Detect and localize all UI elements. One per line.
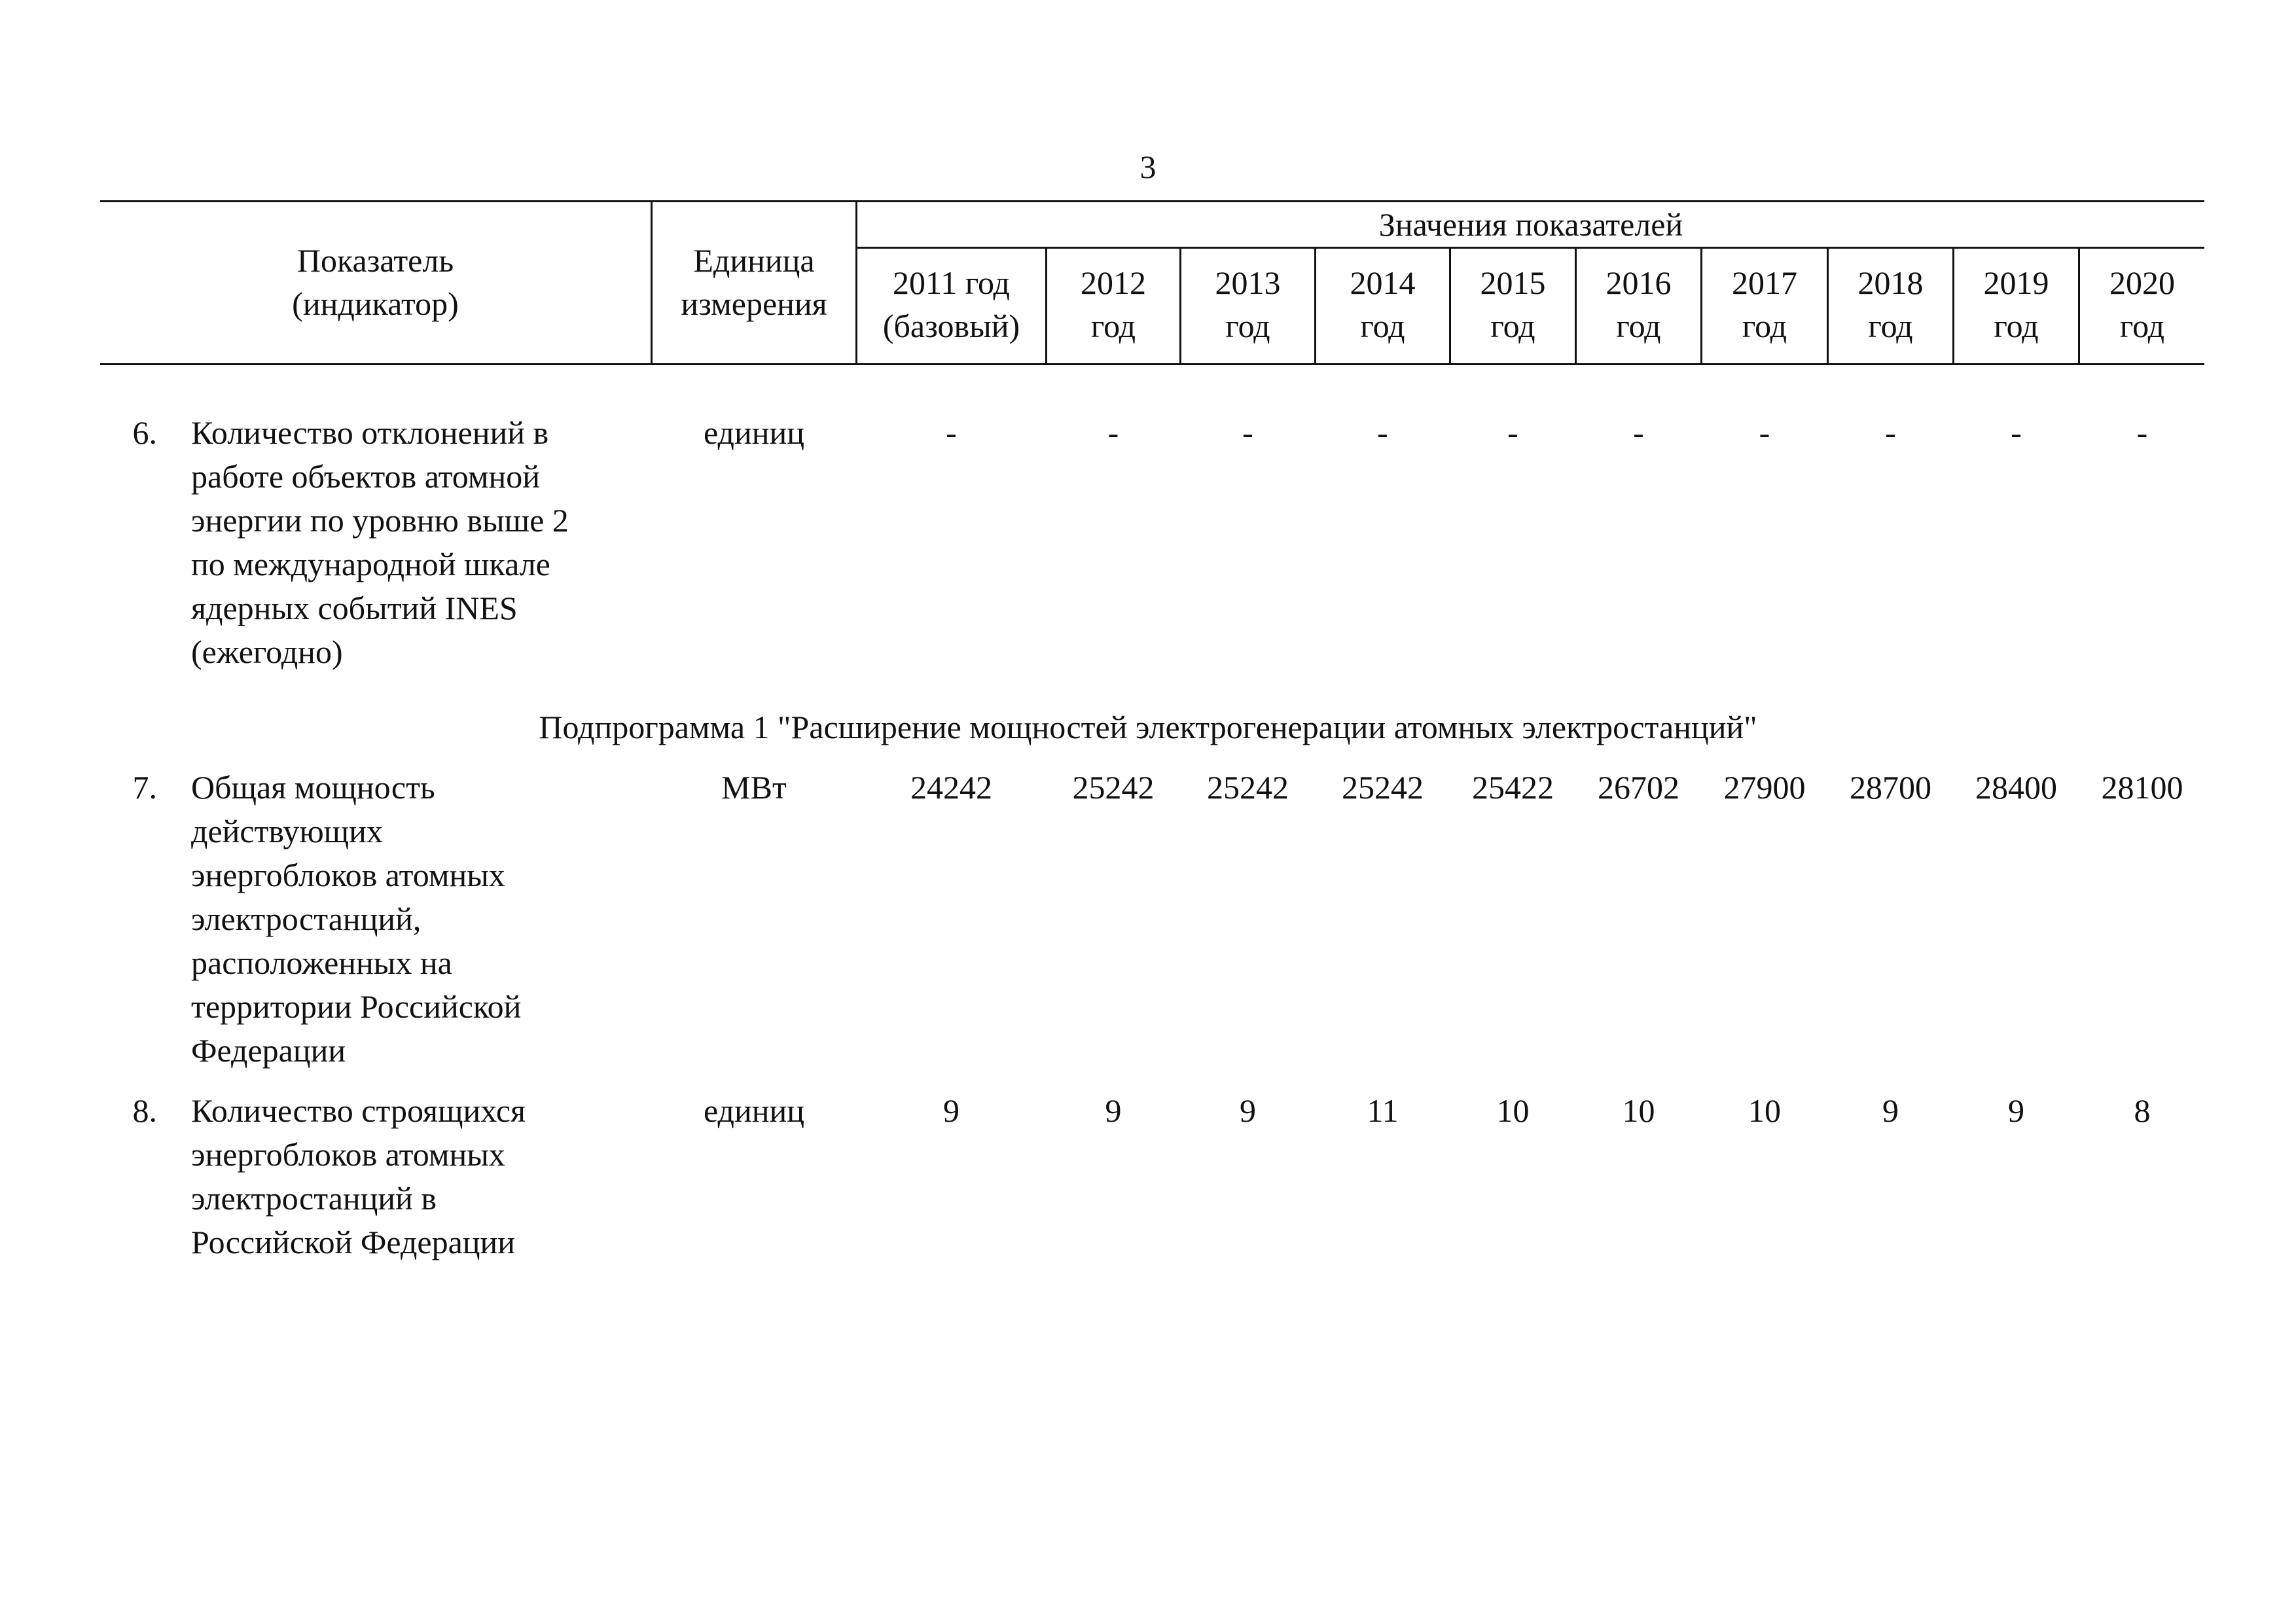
row-8-value-2012: 9 bbox=[1105, 1092, 1122, 1129]
row-6-value-2016: - bbox=[1633, 414, 1644, 451]
row-7-value-2011: 24242 bbox=[910, 769, 992, 806]
header-year-2013: 2013 год bbox=[1215, 264, 1281, 344]
row-7-unit: МВт bbox=[721, 769, 787, 806]
row-7-value-2012: 25242 bbox=[1072, 769, 1155, 806]
header-year-2020: 2020 год bbox=[2109, 264, 2175, 344]
header-indicator: Показатель (индикатор) bbox=[292, 242, 459, 322]
header-values-group-rule bbox=[855, 247, 2204, 249]
row-8-value-2013: 9 bbox=[1240, 1092, 1256, 1129]
row-7-value-2016: 26702 bbox=[1598, 769, 1679, 806]
row-7-value-2015: 25422 bbox=[1472, 769, 1554, 806]
row-7-name: Общая мощность действующих энергоблоков атомных электростанций, расположенных на территории Российской Федерации bbox=[191, 769, 522, 1069]
row-8-value-2019: 9 bbox=[2008, 1092, 2024, 1129]
row-6-value-2017: - bbox=[1759, 414, 1770, 451]
header-top-rule bbox=[100, 200, 2204, 202]
row-8-value-2015: 10 bbox=[1496, 1092, 1530, 1129]
row-6-unit: единиц bbox=[703, 414, 804, 451]
header-bottom-rule bbox=[100, 363, 2204, 365]
row-7-value-2019: 28400 bbox=[1975, 769, 2057, 806]
header-year-2012: 2012 год bbox=[1081, 264, 1146, 344]
row-7-value-2017: 27900 bbox=[1723, 769, 1806, 806]
row-6-number: 6. bbox=[132, 414, 157, 451]
row-7-value-2013: 25242 bbox=[1207, 769, 1289, 806]
row-8-unit: единиц bbox=[703, 1092, 804, 1129]
row-7-value-2014: 25242 bbox=[1342, 769, 1424, 806]
header-year-2015: 2015 год bbox=[1480, 264, 1546, 344]
row-7-value-2020: 28100 bbox=[2101, 769, 2183, 806]
row-6-value-2012: - bbox=[1107, 414, 1119, 451]
row-8-value-2016: 10 bbox=[1622, 1092, 1655, 1129]
row-8-value-2018: 9 bbox=[1882, 1092, 1899, 1129]
header-values-group: Значения показателей bbox=[1378, 206, 1683, 243]
row-6-value-2018: - bbox=[1885, 414, 1896, 451]
row-6-name: Количество отклонений в работе объектов атомной энергии по уровню выше 2 по международной шкале ядерных событий INES (ежегодно) bbox=[191, 414, 569, 670]
subprogram-title: Подпрограмма 1 "Расширение мощностей электрогенерации атомных электростанций" bbox=[539, 709, 1757, 745]
row-7-value-2018: 28700 bbox=[1850, 769, 1931, 806]
page-number: 3 bbox=[1139, 149, 1157, 185]
row-8-name: Количество строящихся энергоблоков атомных электростанций в Российской Федерации bbox=[191, 1092, 526, 1260]
row-6-value-2013: - bbox=[1242, 414, 1253, 451]
row-6-value-2020: - bbox=[2136, 414, 2148, 451]
header-year-2019: 2019 год bbox=[1983, 264, 2049, 344]
row-7-number: 7. bbox=[132, 769, 157, 806]
row-8-value-2011: 9 bbox=[943, 1092, 960, 1129]
header-unit: Единица измерения bbox=[681, 242, 827, 322]
header-year-2014: 2014 год bbox=[1350, 264, 1416, 344]
row-6-value-2019: - bbox=[2011, 414, 2022, 451]
header-year-2016: 2016 год bbox=[1605, 264, 1672, 344]
row-6-value-2015: - bbox=[1507, 414, 1518, 451]
row-8-number: 8. bbox=[132, 1092, 157, 1129]
row-8-value-2017: 10 bbox=[1748, 1092, 1781, 1129]
header-year-2018: 2018 год bbox=[1857, 264, 1924, 344]
row-8-value-2020: 8 bbox=[2134, 1092, 2151, 1129]
header-year-2017: 2017 год bbox=[1732, 264, 1797, 344]
row-6-value-2014: - bbox=[1377, 414, 1388, 451]
row-6-value-2011: - bbox=[946, 414, 957, 451]
header-year-2011: 2011 год (базовый) bbox=[882, 264, 1020, 344]
row-8-value-2014: 11 bbox=[1367, 1092, 1399, 1129]
